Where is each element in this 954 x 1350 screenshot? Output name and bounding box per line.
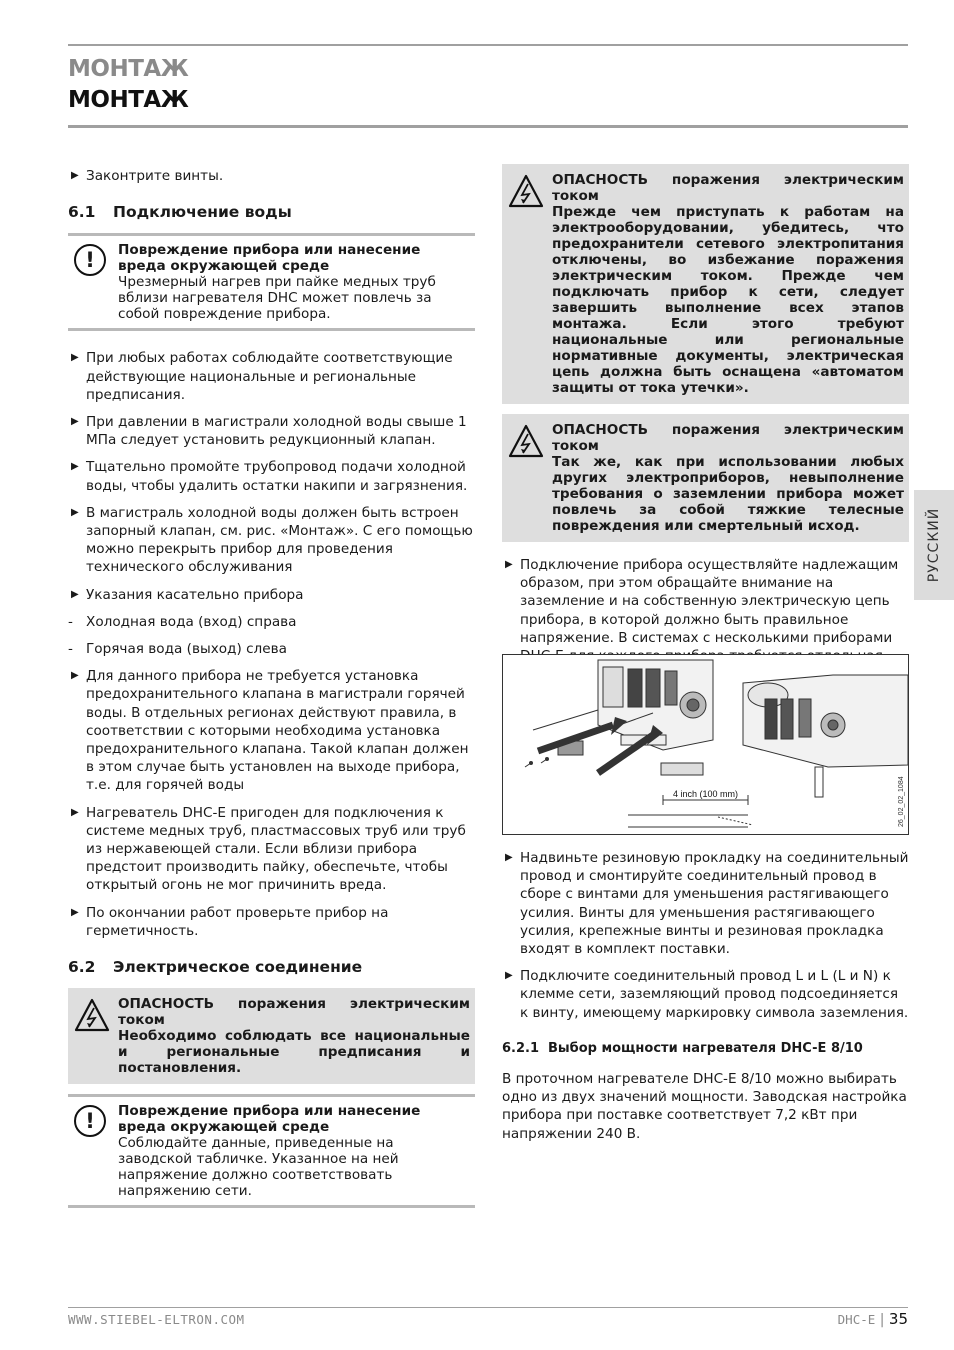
list-item: ▶ При любых работах соблюдайте соответствующие действующие национальные и региональные предписания. [71,350,453,403]
right-column [502,164,909,738]
danger-title: ОПАСНОСТЬ поражения электрическим током [552,172,904,204]
list-item: ▶ В магистраль холодной воды должен быть встроен запорный клапан, см. рис. «Монтаж». С его помощью можно перекрыть прибор для проведения технического обслуживания [71,504,473,576]
right-column-lower [502,849,909,1143]
notice-text: Чрезмерный нагрев при пайке медных труб вблизи нагревателя DHC может повлечь за собой повреждение прибора. [118,274,436,323]
list-item: ▶ Для данного прибора не требуется установка предохранительного клапана в магистрали горячей воды. В отдельных регионах действуют правила, в соответствии с которыми необходима установка предохранительного клапана. Такой клапан должен в этом случае быть установлен на выходе прибора, т.е. для горячей воды [71,668,469,794]
footer-rule [68,1307,908,1308]
list-item: ▶ При давлении в магистрали холодной воды свыше 1 МПа следует установить редукционный клапан. [71,414,467,449]
list-item: ▶ Указания касательно прибора [71,586,304,603]
top-rule [68,44,908,46]
exclamation-icon: ! [74,1105,106,1137]
installation-figure [502,654,909,835]
dash-item: - Горячая вода (выход) слева [68,641,287,658]
notice-box [68,233,475,331]
page-number: 35 [888,1310,908,1328]
danger-text: Так же, как при использовании любых других электроприборов, невыполнение требования о заземлении прибора может повлечь за собой тяжкие телесные повреждения или смертельный исход. [552,454,904,534]
danger-box [502,164,909,404]
list-item: ▶ Законтрите винты. [71,168,224,184]
electric-hazard-icon [508,424,544,458]
paragraph: В проточном нагревателе DHC-E 8/10 можно выбирать одно из двух значений мощности. Заводская настройка прибора при поставке соответствует 7,2 кВт при напряжении 240 В. [502,1071,907,1142]
list-item: ▶ Подключение прибора осуществляйте надлежащим образом, при этом обращайте внимание на заземление и на собственную электрическую цепь прибора, в которой должно быть правильное напряжение. В системах с несколькими приборами [505,557,899,646]
figure-code: 26_02_02_1084 [898,776,905,827]
exclamation-icon: ! [74,244,106,276]
language-label: РУССКИЙ [926,507,942,583]
section-heading-6-2: 6.2 Электрическое соединение [68,958,363,977]
header-rule [68,125,908,128]
notice-title: Повреждение прибора или нанесение вреда окружающей среде [118,242,421,275]
section-title-gray: МОНТАЖ [68,56,189,82]
section-title: МОНТАЖ [68,87,189,113]
footer-separator: | [879,1312,885,1328]
section-heading-6-2-1: 6.2.1 Выбор мощности нагревателя DHC-E 8/10 [502,1040,863,1056]
list-item: ▶ Надвиньте резиновую прокладку на соединительный провод и смонтируйте соединительный провод в сборе с винтами для уменьшения растягивающего усилия. Винты для уменьшения растягивающего усилия, крепежные винты и резиновая прокладка входят в комплект поставки. [505,850,909,958]
danger-box [68,988,475,1084]
danger-title: ОПАСНОСТЬ поражения электрическим током [552,422,904,454]
footer-url: WWW.STIEBEL-ELTRON.COM [68,1312,245,1327]
danger-box [502,414,909,542]
danger-text: Прежде чем приступать к работам на электрооборудовании, убедитесь, что предохранители сетевого электропитания отключены, во избежание поражения электрическим током. Прежде чем подключать прибор к сети, следует завершить выполнение всех этапов монтажа. Если этого требуют национальные или региональные нормативные документы, электрическая цепь должна быть оснащена «автоматом защиты от тока утечки». [552,204,904,396]
list-item: ▶ По окончании работ проверьте прибор на герметичность. [71,904,389,939]
notice-box [68,1094,475,1208]
dimension-label: 4 inch (100 mm) [673,789,739,799]
language-tab [914,490,954,600]
electric-hazard-icon [74,998,110,1032]
list-item: ▶ Подключите соединительный провод L и L (L и N) к клемме сети, заземляющий провод подсоединяется к винту, имеющему маркировку символа заземления. [505,968,909,1021]
footer-page-info [838,1310,908,1328]
wiring-illustration [503,655,908,834]
notice-text: Соблюдайте данные, приведенные на заводской табличке. Указанное на ней напряжение должно соответствовать напряжению сети. [118,1135,399,1200]
list-item: ▶ Нагреватель DHC-E пригоден для подключения к системе медных труб, пластмассовых труб или труб из нержавеющей стали. Если вблизи прибора предстоит производить пайку, обеспечьте, чтобы открытый огонь не мог причинить вреда. [71,804,466,894]
footer-model: DHC-E [837,1312,876,1327]
dash-item: - Холодная вода (вход) справа [68,613,297,630]
danger-title: ОПАСНОСТЬ поражения электрическим током [118,996,470,1029]
electric-hazard-icon [508,174,544,208]
left-column [68,167,475,1208]
notice-title: Повреждение прибора или нанесение вреда окружающей среде [118,1103,421,1136]
list-item: ▶ Тщательно промойте трубопровод подачи холодной воды, чтобы удалить остатки накипи и загрязнения. [71,459,468,494]
danger-text: Необходимо соблюдать все национальные и региональные предписания и постановления. [118,1028,470,1077]
section-heading-6-1: 6.1 Подключение воды [68,203,292,222]
